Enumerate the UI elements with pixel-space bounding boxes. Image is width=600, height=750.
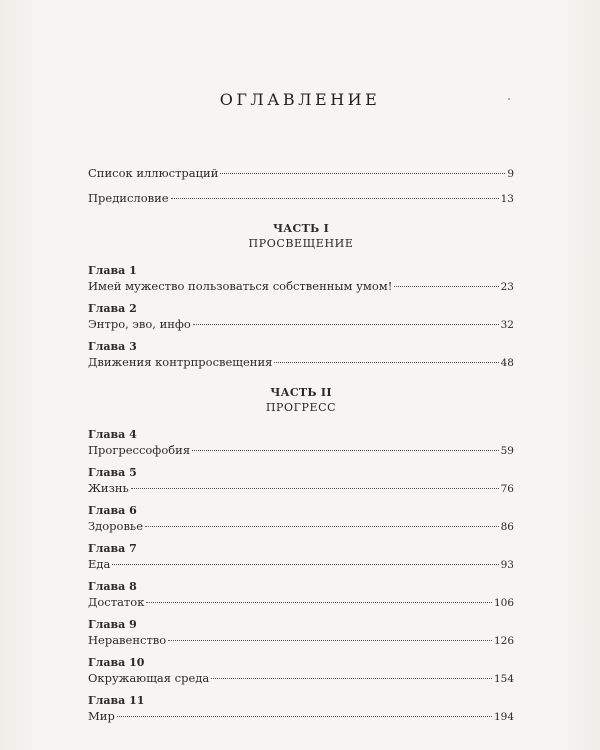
chapter-page: 126: [493, 635, 514, 647]
chapter-label: Глава 5: [88, 466, 137, 479]
chapter-label: Глава 3: [88, 340, 137, 353]
chapter-entry[interactable]: [88, 693, 514, 725]
chapter-label: Глава 9: [88, 618, 137, 631]
chapter-page: 154: [493, 673, 514, 685]
chapter-label: Глава 4: [88, 428, 137, 441]
dot-leader: [394, 286, 498, 287]
chapter-title: Еда: [88, 557, 111, 571]
dot-leader: [117, 716, 492, 717]
part-number: ЧАСТЬ I: [272, 222, 330, 235]
dot-leader: [220, 173, 505, 174]
dot-leader: [145, 526, 499, 527]
chapter-label: Глава 11: [88, 694, 145, 707]
chapter-page: 86: [500, 521, 514, 533]
chapter-entry[interactable]: [88, 339, 514, 371]
chapter-page: 23: [500, 281, 514, 293]
toc-entry-title: Предисловие: [88, 191, 169, 205]
chapter-page: 194: [493, 711, 514, 723]
chapter-page: 93: [500, 559, 514, 571]
chapter-title: Мир: [88, 709, 115, 723]
part-heading: [88, 221, 514, 251]
dot-leader: [171, 198, 499, 199]
dot-leader: [211, 678, 492, 679]
part-name: ПРОГРЕСС: [265, 401, 337, 414]
dot-leader: [193, 324, 499, 325]
chapter-label: Глава 6: [88, 504, 137, 517]
chapter-label: Глава 7: [88, 542, 137, 555]
chapter-entry[interactable]: [88, 655, 514, 687]
chapter-entry[interactable]: [88, 427, 514, 459]
chapter-title: Неравенство: [88, 633, 167, 647]
chapter-entry[interactable]: [88, 541, 514, 573]
dot-leader: [131, 488, 499, 489]
toc-entry-page: 9: [507, 168, 514, 180]
chapter-page: 59: [500, 445, 514, 457]
page-speck: [508, 98, 510, 100]
toc-entry-title: Список иллюстраций: [88, 166, 219, 180]
part-number: ЧАСТЬ II: [270, 386, 332, 399]
chapter-entry[interactable]: [88, 579, 514, 611]
chapter-label: Глава 10: [88, 656, 145, 669]
toc-entry-preface[interactable]: [88, 190, 514, 207]
chapter-page: 76: [500, 483, 514, 495]
chapter-title: Окружающая среда: [88, 671, 210, 685]
chapter-title: Энтро, эво, инфо: [88, 317, 191, 331]
chapter-title: Движения контрпросвещения: [88, 355, 273, 369]
part-name: ПРОСВЕЩЕНИЕ: [248, 237, 354, 250]
chapter-title: Достаток: [88, 595, 145, 609]
chapter-title: Прогрессофобия: [88, 443, 191, 457]
chapter-label: Глава 2: [88, 302, 137, 315]
chapter-page: 106: [493, 597, 514, 609]
page-title: ОГЛАВЛЕНИЕ: [219, 90, 381, 109]
chapter-title: Жизнь: [88, 481, 129, 495]
chapter-entry[interactable]: [88, 465, 514, 497]
chapter-entry[interactable]: [88, 301, 514, 333]
chapter-page: 48: [500, 357, 514, 369]
chapter-label: Глава 8: [88, 580, 137, 593]
table-of-contents: [88, 165, 514, 731]
chapter-entry[interactable]: [88, 263, 514, 295]
dot-leader: [112, 564, 498, 565]
chapter-entry[interactable]: [88, 617, 514, 649]
chapter-entry[interactable]: [88, 503, 514, 535]
chapter-title: Здоровье: [88, 519, 143, 533]
chapter-page: 32: [500, 319, 514, 331]
part-heading: [88, 385, 514, 415]
dot-leader: [146, 602, 492, 603]
dot-leader: [168, 640, 492, 641]
toc-entry-illustrations[interactable]: [88, 165, 514, 182]
front-matter: [88, 165, 514, 207]
chapter-title: Имей мужество пользоваться собственным умом!: [88, 279, 393, 293]
chapter-label: Глава 1: [88, 264, 137, 277]
dot-leader: [192, 450, 499, 451]
toc-entry-page: 13: [500, 193, 514, 205]
dot-leader: [274, 362, 498, 363]
